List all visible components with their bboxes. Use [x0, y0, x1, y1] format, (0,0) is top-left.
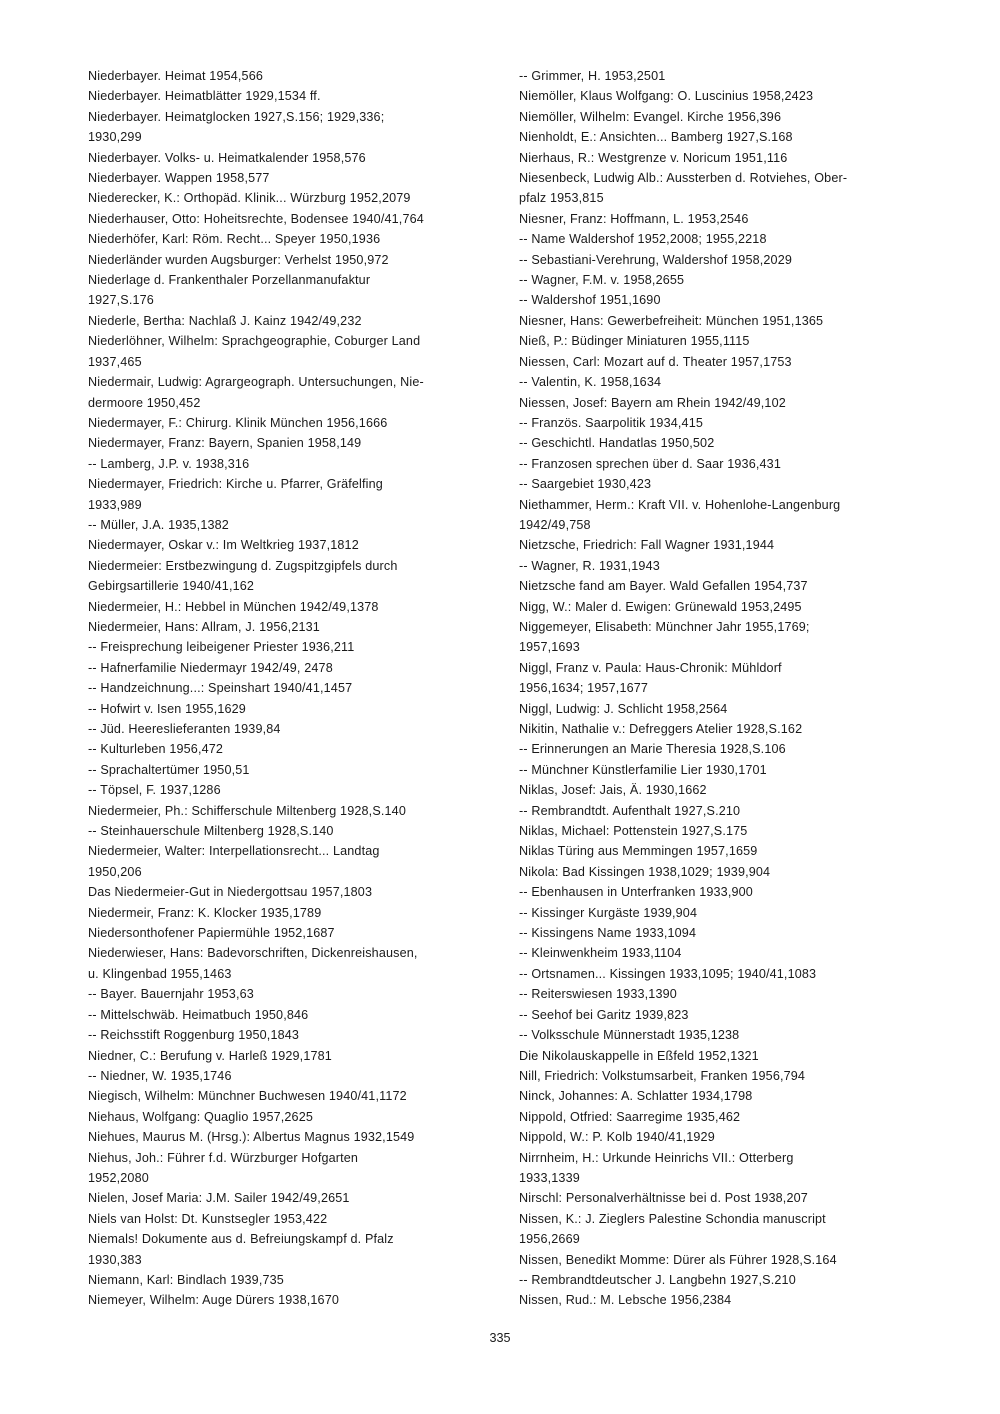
- index-entry: [88, 821, 503, 841]
- index-entry-continuation: pfalz 1953,815: [519, 191, 604, 206]
- index-entry: [519, 474, 929, 494]
- index-entry: [88, 637, 503, 657]
- index-entry: [88, 841, 503, 882]
- index-entry-line: Niethammer, Herm.: Kraft VII. v. Hohenlohe-Langenburg: [519, 497, 841, 512]
- index-entry: [88, 556, 503, 597]
- index-entry: [519, 882, 929, 902]
- index-entry: [88, 760, 503, 780]
- index-entry: [519, 495, 929, 536]
- index-entry-line: -- Geschichtl. Handatlas 1950,502: [519, 436, 715, 451]
- index-entry-line: -- Saargebiet 1930,423: [519, 477, 652, 492]
- index-entry-line: -- Münchner Künstlerfamilie Lier 1930,1701: [519, 762, 767, 777]
- right-column: [519, 66, 929, 1311]
- index-entry: [519, 107, 929, 127]
- index-entry: [519, 290, 929, 310]
- index-entry: [519, 984, 929, 1004]
- index-entry: [519, 86, 929, 106]
- index-entry: [88, 454, 503, 474]
- index-entry-line: -- Wagner, F.M. v. 1958,2655: [519, 273, 685, 288]
- index-entry: [519, 433, 929, 453]
- index-entry-line: -- Franzosen sprechen über d. Saar 1936,431: [519, 456, 781, 471]
- index-entry-line: -- Reiterswiesen 1933,1390: [519, 987, 677, 1002]
- index-entry-line: Niederbayer. Heimatblätter 1929,1534 ff.: [88, 89, 321, 104]
- index-entry: [519, 127, 929, 147]
- index-entry-line: Niessen, Carl: Mozart auf d. Theater 1957,1753: [519, 354, 792, 369]
- index-entry-line: Nill, Friedrich: Volkstumsarbeit, Franken 1956,794: [519, 1068, 806, 1083]
- index-entry: [88, 1025, 503, 1045]
- index-entry-line: Nikitin, Nathalie v.: Defreggers Atelier 1928,S.162: [519, 722, 803, 736]
- index-entry: [88, 678, 503, 698]
- index-entry-line: -- Grimmer, H. 1953,2501: [519, 69, 666, 83]
- index-entry: [88, 331, 503, 372]
- index-entry-line: Nissen, Rud.: M. Lebsche 1956,2384: [519, 1293, 732, 1308]
- index-entry: [519, 801, 929, 821]
- index-entry-line: Niedermeier, Walter: Interpellationsrecht... Landtag: [88, 844, 380, 859]
- index-entry-line: Niedermayer, Friedrich: Kirche u. Pfarrer, Gräfelfing: [88, 477, 383, 492]
- index-entry: [519, 1290, 929, 1310]
- index-entry-line: Niederbayer. Volks- u. Heimatkalender 1958,576: [88, 150, 366, 165]
- index-entry: [519, 576, 929, 596]
- index-entry-line: Niedermeier, Hans: Allram, J. 1956,2131: [88, 619, 320, 634]
- index-entry-continuation: 1957,1693: [519, 640, 580, 655]
- index-entry: [519, 841, 929, 861]
- index-entry-line: Nirrnheim, H.: Urkunde Heinrichs VII.: Otterberg: [519, 1150, 794, 1165]
- index-entry-line: Niederwieser, Hans: Badevorschriften, Dickenreishausen,: [88, 946, 418, 961]
- index-entry-line: Nikola: Bad Kissingen 1938,1029; 1939,904: [519, 864, 771, 879]
- index-entry: [88, 1188, 503, 1208]
- index-entry: [519, 903, 929, 923]
- index-entry: [88, 372, 503, 413]
- index-entry: [519, 250, 929, 270]
- index-entry-line: -- Waldershof 1951,1690: [519, 293, 661, 308]
- index-entry: [88, 1066, 503, 1086]
- index-entry-line: Nielen, Josef Maria: J.M. Sailer 1942/49,2651: [88, 1191, 350, 1206]
- index-entry-line: -- Volksschule Münnerstadt 1935,1238: [519, 1028, 740, 1043]
- index-entry: [88, 1270, 503, 1290]
- index-entry: [88, 719, 503, 739]
- index-entry: [519, 352, 929, 372]
- index-entry: [519, 1148, 929, 1189]
- index-entry: [88, 535, 503, 555]
- index-entry-line: -- Wagner, R. 1931,1943: [519, 558, 660, 573]
- index-entry-line: Niedner, C.: Berufung v. Harleß 1929,1781: [88, 1048, 332, 1063]
- index-entry-line: Niedermayer, Franz: Bayern, Spanien 1958,149: [88, 436, 362, 451]
- index-entry: [88, 474, 503, 515]
- index-entry-line: Niedermeier: Erstbezwingung d. Zugspitzgipfels durch: [88, 558, 398, 573]
- index-entry-line: Niederlöhner, Wilhelm: Sprachgeographie, Coburger Land: [88, 334, 421, 349]
- index-entry: [88, 1229, 503, 1270]
- index-entry: [519, 617, 929, 658]
- index-entry-line: -- Müller, J.A. 1935,1382: [88, 517, 229, 532]
- index-entry-line: Niesner, Franz: Hoffmann, L. 1953,2546: [519, 211, 749, 226]
- index-entry: [519, 393, 929, 413]
- index-entry: [519, 1107, 929, 1127]
- index-entry: [88, 1046, 503, 1066]
- index-entry: [88, 739, 503, 759]
- index-entry: [519, 311, 929, 331]
- index-entry: [88, 188, 503, 208]
- index-entry-line: Nietzsche, Friedrich: Fall Wagner 1931,1944: [519, 538, 775, 553]
- index-entry: [88, 882, 503, 902]
- index-entry-line: -- Ortsnamen... Kissingen 1933,1095; 1940/41,1083: [519, 966, 817, 981]
- index-entry: [519, 229, 929, 249]
- index-entry: [519, 658, 929, 699]
- index-entry-continuation: u. Klingenbad 1955,1463: [88, 966, 232, 981]
- left-column: [88, 66, 503, 1311]
- index-entry-line: Niels van Holst: Dt. Kunstsegler 1953,422: [88, 1211, 328, 1226]
- index-entry-line: Niederecker, K.: Orthopäd. Klinik... Würzburg 1952,2079: [88, 191, 411, 206]
- index-entry: [88, 617, 503, 637]
- index-entry: [519, 1086, 929, 1106]
- index-entry: [88, 86, 503, 106]
- index-entry: [88, 433, 503, 453]
- index-entry-line: Niederle, Bertha: Nachlaß J. Kainz 1942/49,232: [88, 313, 362, 328]
- index-entry: [88, 515, 503, 535]
- index-entry-line: Niedersonthofener Papiermühle 1952,1687: [88, 926, 335, 941]
- index-entry-line: -- Bayer. Bauernjahr 1953,63: [88, 987, 254, 1002]
- index-entry: [88, 209, 503, 229]
- index-entry-line: -- Name Waldershof 1952,2008; 1955,2218: [519, 232, 767, 247]
- index-entry: [519, 597, 929, 617]
- index-entry-line: Niklas, Michael: Pottenstein 1927,S.175: [519, 824, 748, 839]
- index-entry: [519, 719, 929, 739]
- index-entry-line: Nirschl: Personalverhältnisse bei d. Post 1938,207: [519, 1191, 808, 1206]
- index-entry-line: -- Kissingens Name 1933,1094: [519, 926, 697, 941]
- index-entry-line: Niggemeyer, Elisabeth: Münchner Jahr 1955,1769;: [519, 619, 810, 634]
- index-entry-line: -- Französ. Saarpolitik 1934,415: [519, 415, 704, 430]
- index-entry-line: -- Rembrandtdeutscher J. Langbehn 1927,S.210: [519, 1272, 796, 1287]
- index-entry: [88, 270, 503, 311]
- index-entry-line: Niklas, Josef: Jais, Ä. 1930,1662: [519, 783, 707, 798]
- index-entry-line: -- Töpsel, F. 1937,1286: [88, 783, 221, 798]
- index-entry: [88, 1005, 503, 1025]
- index-entry-line: -- Sebastiani-Verehrung, Waldershof 1958,2029: [519, 252, 793, 267]
- index-entry: [519, 270, 929, 290]
- index-entry: [519, 331, 929, 351]
- index-entry: [519, 454, 929, 474]
- index-entry-continuation: 1927,S.176: [88, 293, 154, 308]
- index-entry: [88, 984, 503, 1004]
- index-entry-continuation: 1933,1339: [519, 1170, 580, 1185]
- index-entry: [88, 903, 503, 923]
- index-entry: [519, 535, 929, 555]
- index-entry-continuation: 1930,383: [88, 1252, 142, 1267]
- index-entry-line: -- Kissinger Kurgäste 1939,904: [519, 905, 698, 920]
- index-entry-line: -- Hafnerfamilie Niedermayr 1942/49, 2478: [88, 660, 333, 675]
- index-entry: [88, 943, 503, 984]
- index-entry: [88, 780, 503, 800]
- index-entry: [88, 699, 503, 719]
- index-entry-line: Niederländer wurden Augsburger: Verhelst 1950,972: [88, 252, 389, 267]
- index-entry-line: Niemeyer, Wilhelm: Auge Dürers 1938,1670: [88, 1293, 339, 1308]
- index-entry-line: Niederlage d. Frankenthaler Porzellanmanufaktur: [88, 273, 371, 288]
- index-entry: [519, 923, 929, 943]
- index-entry: [88, 1148, 503, 1189]
- index-entry: [519, 1046, 929, 1066]
- index-entry-line: Niggl, Ludwig: J. Schlicht 1958,2564: [519, 701, 728, 716]
- index-entry: [519, 1250, 929, 1270]
- index-entry: [519, 760, 929, 780]
- index-entry-line: Nigg, W.: Maler d. Ewigen: Grünewald 1953,2495: [519, 599, 802, 614]
- index-entry-continuation: 1956,1634; 1957,1677: [519, 681, 649, 696]
- index-entry-line: Niemann, Karl: Bindlach 1939,735: [88, 1272, 284, 1287]
- index-entry-line: Niederbayer. Wappen 1958,577: [88, 171, 270, 186]
- index-entry-line: -- Kulturleben 1956,472: [88, 742, 224, 757]
- index-entry-line: Niessen, Josef: Bayern am Rhein 1942/49,102: [519, 395, 786, 410]
- index-entry-line: Niehues, Maurus M. (Hrsg.): Albertus Magnus 1932,1549: [88, 1130, 415, 1145]
- index-entry-line: -- Rembrandtdt. Aufenthalt 1927,S.210: [519, 803, 741, 818]
- index-entry-continuation: Gebirgsartillerie 1940/41,162: [88, 579, 255, 594]
- index-entry-continuation: 1956,2669: [519, 1232, 580, 1247]
- index-entry-line: Niehaus, Wolfgang: Quaglio 1957,2625: [88, 1109, 314, 1124]
- index-entry-line: Niedermair, Ludwig: Agrargeograph. Untersuchungen, Nie-: [88, 375, 424, 390]
- index-entry: [519, 66, 929, 86]
- index-entry-line: Niederhauser, Otto: Hoheitsrechte, Bodensee 1940/41,764: [88, 211, 424, 226]
- index-entry-continuation: dermoore 1950,452: [88, 395, 201, 410]
- index-entry-line: Niesner, Hans: Gewerbefreiheit: München 1951,1365: [519, 313, 824, 328]
- index-entry-line: Niederbayer. Heimatglocken 1927,S.156; 1929,336;: [88, 109, 385, 124]
- index-entry-line: -- Seehof bei Garitz 1939,823: [519, 1007, 689, 1022]
- index-entry-line: -- Niedner, W. 1935,1746: [88, 1068, 232, 1083]
- index-entry-line: -- Steinhauerschule Miltenberg 1928,S.140: [88, 824, 334, 839]
- index-entry-line: Niedermayer, Oskar v.: Im Weltkrieg 1937,1812: [88, 538, 359, 553]
- index-entry: [519, 1188, 929, 1208]
- index-entry-line: -- Erinnerungen an Marie Theresia 1928,S.106: [519, 742, 786, 757]
- index-entry-line: Niedermeier, Ph.: Schifferschule Miltenberg 1928,S.140: [88, 803, 406, 818]
- index-entry: [519, 739, 929, 759]
- index-entry-continuation: 1952,2080: [88, 1170, 149, 1185]
- index-entry-line: Niemöller, Wilhelm: Evangel. Kirche 1956,396: [519, 109, 782, 124]
- index-entry-line: Nissen, K.: J. Zieglers Palestine Schondia manuscript: [519, 1211, 826, 1226]
- index-entry-line: Niederbayer. Heimat 1954,566: [88, 69, 264, 83]
- index-entry: [519, 209, 929, 229]
- index-entry-line: Nietzsche fand am Bayer. Wald Gefallen 1954,737: [519, 579, 808, 594]
- index-entry: [519, 964, 929, 984]
- index-entry: [88, 311, 503, 331]
- index-entry: [88, 168, 503, 188]
- index-entry: [519, 862, 929, 882]
- index-entry: [88, 658, 503, 678]
- index-entry: [88, 229, 503, 249]
- index-entry-line: Nippold, W.: P. Kolb 1940/41,1929: [519, 1130, 715, 1145]
- index-entry-line: Niegisch, Wilhelm: Münchner Buchwesen 1940/41,1172: [88, 1089, 407, 1104]
- index-entry: [88, 801, 503, 821]
- index-entry: [88, 413, 503, 433]
- page-number: 335: [489, 1331, 511, 1345]
- index-entry-line: -- Valentin, K. 1958,1634: [519, 375, 662, 390]
- index-entry: [519, 821, 929, 841]
- index-entry-line: Niederhöfer, Karl: Röm. Recht... Speyer 1950,1936: [88, 232, 381, 247]
- index-entry-line: Niemals! Dokumente aus d. Befreiungskampf d. Pfalz: [88, 1232, 394, 1247]
- index-entry-line: Niedermeier, H.: Hebbel in München 1942/49,1378: [88, 599, 379, 614]
- index-entry: [519, 1025, 929, 1045]
- index-entry-line: -- Hofwirt v. Isen 1955,1629: [88, 701, 246, 716]
- index-entry-line: Nissen, Benedikt Momme: Dürer als Führer 1928,S.164: [519, 1252, 837, 1267]
- index-entry: [519, 1209, 929, 1250]
- index-entry-line: Nippold, Otfried: Saarregime 1935,462: [519, 1109, 741, 1124]
- index-entry-line: -- Reichsstift Roggenburg 1950,1843: [88, 1028, 300, 1043]
- index-entry: [88, 1290, 503, 1310]
- index-entry-line: -- Lamberg, J.P. v. 1938,316: [88, 456, 250, 471]
- index-entry: [88, 1107, 503, 1127]
- index-entry: [88, 107, 503, 148]
- index-entry-line: Nieß, P.: Büdinger Miniaturen 1955,1115: [519, 334, 750, 349]
- index-entry: [519, 1066, 929, 1086]
- index-entry-continuation: 1930,299: [88, 130, 142, 145]
- index-entry-line: -- Jüd. Heereslieferanten 1939,84: [88, 722, 281, 736]
- index-entry-line: Das Niedermeier-Gut in Niedergottsau 1957,1803: [88, 885, 373, 900]
- index-entry-line: Niedermeir, Franz: K. Klocker 1935,1789: [88, 905, 322, 920]
- index-entry-line: -- Kleinwenkheim 1933,1104: [519, 946, 682, 961]
- index-entry: [88, 250, 503, 270]
- index-entry-line: -- Freisprechung leibeigener Priester 1936,211: [88, 640, 355, 655]
- index-entry: [519, 943, 929, 963]
- index-entry: [88, 597, 503, 617]
- index-entry-line: Niesenbeck, Ludwig Alb.: Aussterben d. Rotviehes, Ober-: [519, 171, 848, 186]
- index-entry: [88, 923, 503, 943]
- index-entry: [519, 699, 929, 719]
- index-entry: [519, 148, 929, 168]
- index-entry: [88, 1127, 503, 1147]
- index-entry: [519, 1127, 929, 1147]
- index-entry: [519, 780, 929, 800]
- index-entry-line: -- Handzeichnung...: Speinshart 1940/41,1457: [88, 681, 353, 696]
- index-entry-continuation: 1933,989: [88, 497, 142, 512]
- index-entry: [88, 1209, 503, 1229]
- index-entry-line: Niehus, Joh.: Führer f.d. Würzburger Hofgarten: [88, 1150, 359, 1165]
- index-entry-line: Niklas Türing aus Memmingen 1957,1659: [519, 844, 758, 859]
- index-entry-line: Nienholdt, E.: Ansichten... Bamberg 1927,S.168: [519, 130, 793, 145]
- index-entry-line: Niemöller, Klaus Wolfgang: O. Luscinius 1958,2423: [519, 89, 814, 104]
- index-entry-line: -- Sprachaltertümer 1950,51: [88, 762, 250, 777]
- index-entry-line: Nierhaus, R.: Westgrenze v. Noricum 1951,116: [519, 150, 788, 165]
- index-entry: [88, 148, 503, 168]
- index-entry: [519, 168, 929, 209]
- index-entry: [519, 372, 929, 392]
- index-entry: [519, 1005, 929, 1025]
- index-entry-continuation: 1937,465: [88, 354, 142, 369]
- index-entry: [519, 1270, 929, 1290]
- index-entry: [519, 413, 929, 433]
- index-entry-line: Niedermayer, F.: Chirurg. Klinik München 1956,1666: [88, 415, 388, 430]
- index-entry-line: Die Nikolauskappelle in Eßfeld 1952,1321: [519, 1048, 759, 1063]
- index-entry: [519, 556, 929, 576]
- index-entry-line: -- Mittelschwäb. Heimatbuch 1950,846: [88, 1007, 309, 1022]
- index-entry-continuation: 1950,206: [88, 864, 142, 879]
- index-entry: [88, 1086, 503, 1106]
- index-entry-line: -- Ebenhausen in Unterfranken 1933,900: [519, 885, 753, 900]
- index-entry-line: Niggl, Franz v. Paula: Haus-Chronik: Mühldorf: [519, 660, 782, 675]
- index-entry-continuation: 1942/49,758: [519, 517, 591, 532]
- index-entry: [88, 66, 503, 86]
- index-entry-line: Ninck, Johannes: A. Schlatter 1934,1798: [519, 1089, 753, 1104]
